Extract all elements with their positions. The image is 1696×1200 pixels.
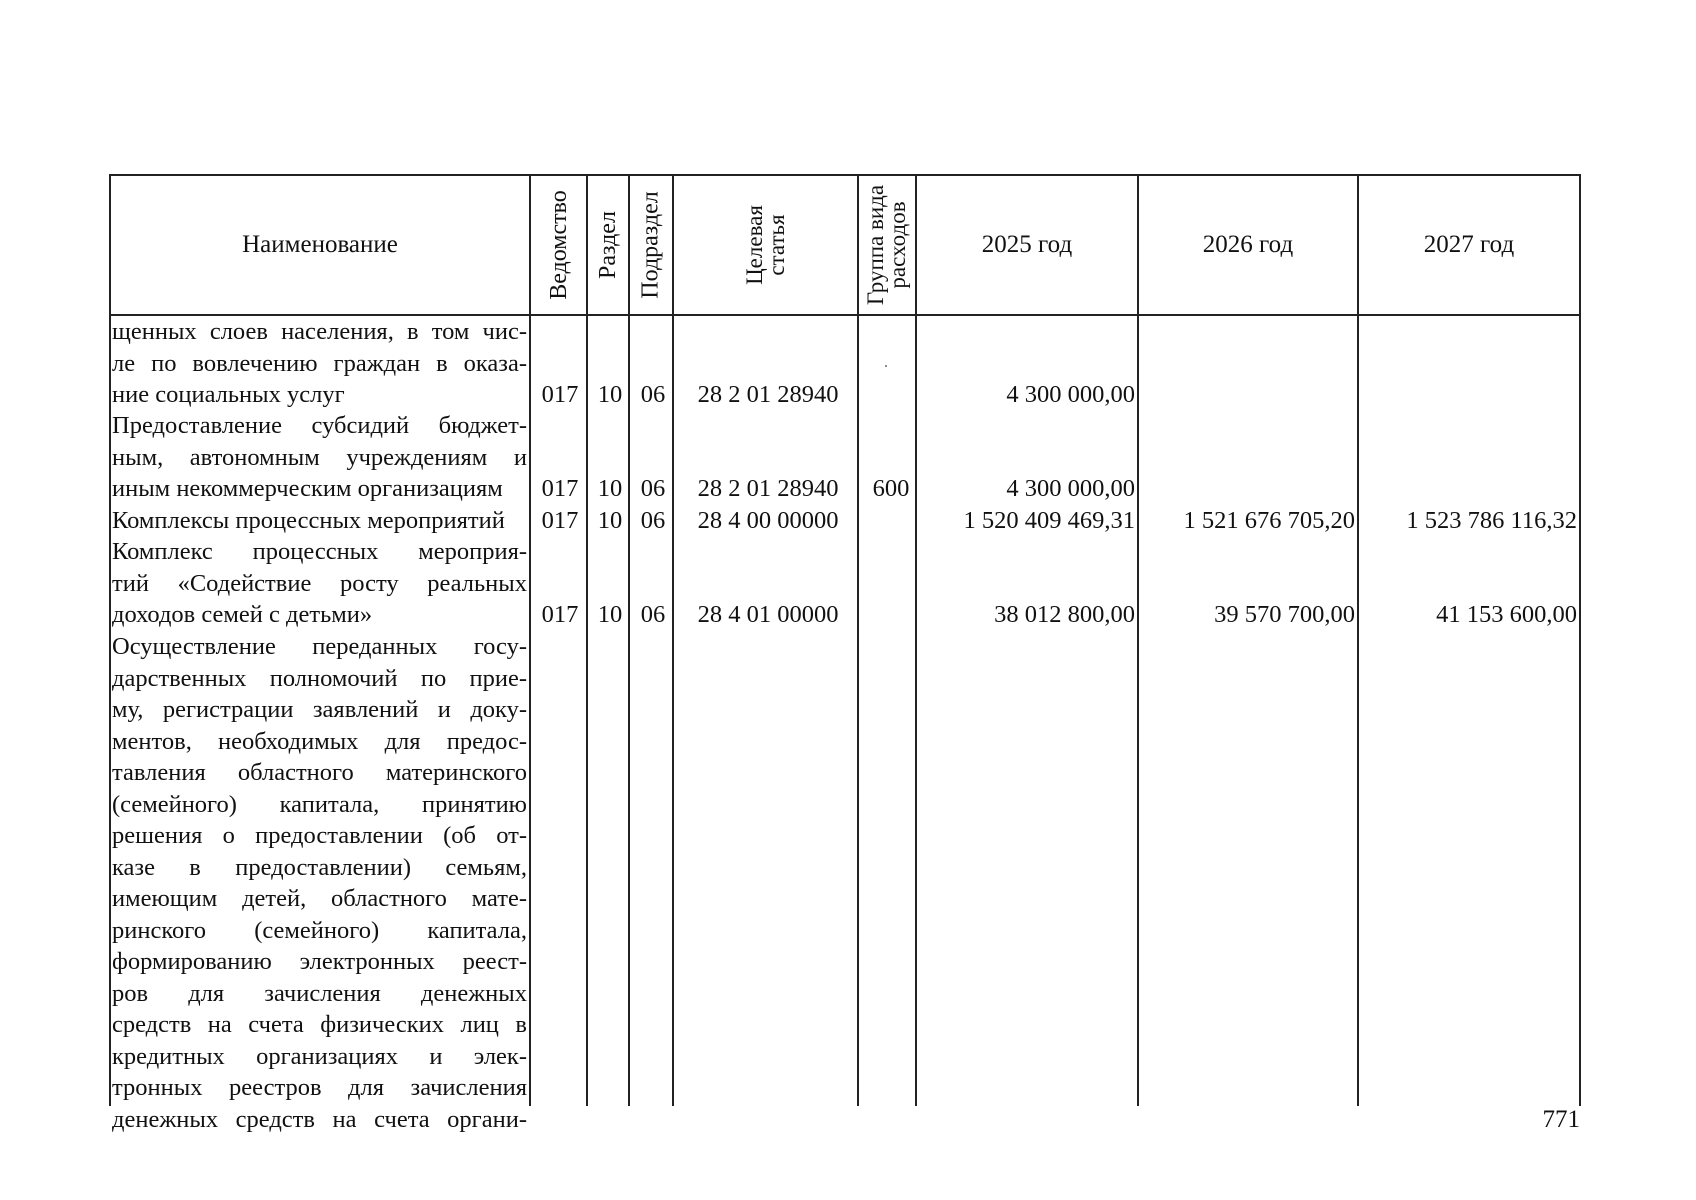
header-gruppa-label bbox=[865, 185, 909, 305]
header-gruppa bbox=[859, 176, 915, 314]
header-razdel-label: Раздел bbox=[595, 211, 622, 279]
row-vedomstvo: 017 bbox=[541, 381, 579, 408]
row-razdel: 10 bbox=[597, 601, 623, 628]
header-podrazdel bbox=[630, 176, 672, 314]
row-razdel: 10 bbox=[597, 475, 623, 502]
row-2025: 4 300 000,00 bbox=[1006, 475, 1135, 502]
row-name-line: тронных реестров для зачисления bbox=[112, 1074, 527, 1101]
row-vedomstvo: 017 bbox=[541, 507, 579, 534]
row-name-line: Комплексы процессных мероприятий bbox=[112, 507, 505, 534]
page-number: 771 bbox=[1542, 1106, 1580, 1133]
row-vedomstvo: 017 bbox=[541, 601, 579, 628]
row-name-line: щенных слоев населения, в том чис- bbox=[112, 318, 527, 345]
header-name bbox=[111, 176, 529, 314]
row-name bbox=[112, 316, 527, 411]
row-2027: 41 153 600,00 bbox=[1436, 601, 1577, 628]
header-celevaya-line1: Целевая bbox=[741, 205, 767, 285]
row-name-line: решения о предоставлении (об от- bbox=[112, 822, 527, 849]
row-name-line: средств на счета физических лиц в bbox=[112, 1011, 527, 1038]
header-vedomstvo bbox=[531, 176, 586, 314]
header-2025 bbox=[917, 176, 1137, 314]
scan-speck bbox=[885, 365, 887, 367]
header-2027-label: 2027 год bbox=[1423, 231, 1515, 258]
col-border bbox=[1579, 174, 1581, 1106]
header-razdel bbox=[588, 176, 628, 314]
row-podrazdel: 06 bbox=[640, 507, 666, 534]
row-name-line: Осуществление переданных госу- bbox=[112, 633, 527, 660]
row-name-line: кредитных организациях и элек- bbox=[112, 1042, 527, 1070]
row-name bbox=[112, 631, 527, 1135]
row-celevaya: 28 2 01 28940 bbox=[697, 475, 839, 502]
header-name-label: Наименование bbox=[242, 231, 398, 258]
row-name-line: ментов, необходимых для предос- bbox=[112, 727, 527, 755]
row-podrazdel: 06 bbox=[640, 475, 666, 502]
row-name-line: ным, автономным учреждениям и bbox=[112, 443, 527, 471]
row-name-line: имеющим детей, областного мате- bbox=[112, 885, 527, 912]
row-name-line: дарственных полномочий по прие- bbox=[112, 664, 527, 692]
header-2025-label: 2025 год bbox=[981, 231, 1073, 258]
row-2027: 1 523 786 116,32 bbox=[1406, 507, 1577, 534]
row-podrazdel: 06 bbox=[640, 601, 666, 628]
row-celevaya: 28 2 01 28940 bbox=[697, 381, 839, 408]
row-name-line: му, регистрации заявлений и доку- bbox=[112, 696, 527, 723]
row-name-line: (семейного) капитала, принятию bbox=[112, 790, 527, 818]
row-name-line: доходов семей с детьми» bbox=[112, 601, 373, 628]
row-razdel: 10 bbox=[597, 381, 623, 408]
row-name-line: ринского (семейного) капитала, bbox=[112, 916, 527, 944]
header-celevaya-label bbox=[743, 205, 787, 285]
row-name bbox=[112, 536, 527, 631]
row-gruppa: 600 bbox=[872, 475, 910, 502]
header-2027 bbox=[1359, 176, 1579, 314]
header-celevaya-line2: статья bbox=[763, 214, 789, 276]
row-2025: 38 012 800,00 bbox=[994, 601, 1135, 628]
row-name-line: Комплекс процессных мероприя- bbox=[112, 538, 527, 565]
row-name-line: тий «Содействие росту реальных bbox=[112, 569, 527, 597]
row-celevaya: 28 4 00 00000 bbox=[697, 507, 839, 534]
row-name-line: тавления областного материнского bbox=[112, 759, 527, 786]
header-gruppa-line1: Группа вида bbox=[863, 184, 889, 306]
row-celevaya: 28 4 01 00000 bbox=[697, 601, 839, 628]
header-2026 bbox=[1139, 176, 1357, 314]
row-name-line: формированию электронных реест- bbox=[112, 948, 527, 975]
row-podrazdel: 06 bbox=[640, 381, 666, 408]
row-2026: 1 521 676 705,20 bbox=[1183, 507, 1355, 534]
header-celevaya bbox=[674, 176, 857, 314]
row-name bbox=[112, 410, 527, 505]
row-name-line: ров для зачисления денежных bbox=[112, 979, 527, 1007]
header-gruppa-line2: расходов bbox=[885, 201, 911, 289]
row-name-line: денежных средств на счета органи- bbox=[112, 1105, 527, 1133]
row-name-line: казе в предоставлении) семьям, bbox=[112, 853, 527, 881]
row-name-line: ние социальных услуг bbox=[112, 381, 345, 408]
row-name-line: иным некоммерческим организациям bbox=[112, 475, 503, 502]
row-2026: 39 570 700,00 bbox=[1214, 601, 1355, 628]
row-2025: 4 300 000,00 bbox=[1006, 381, 1135, 408]
row-2025: 1 520 409 469,31 bbox=[963, 507, 1135, 534]
header-vedomstvo-label: Ведомство bbox=[545, 190, 572, 300]
row-name bbox=[112, 505, 527, 537]
row-name-line: ле по вовлечению граждан в оказа- bbox=[112, 349, 527, 377]
header-podrazdel-label: Подраздел bbox=[638, 191, 665, 299]
row-name-line: Предоставление субсидий бюджет- bbox=[112, 412, 527, 439]
row-vedomstvo: 017 bbox=[541, 475, 579, 502]
header-2026-label: 2026 год bbox=[1202, 231, 1294, 258]
row-razdel: 10 bbox=[597, 507, 623, 534]
